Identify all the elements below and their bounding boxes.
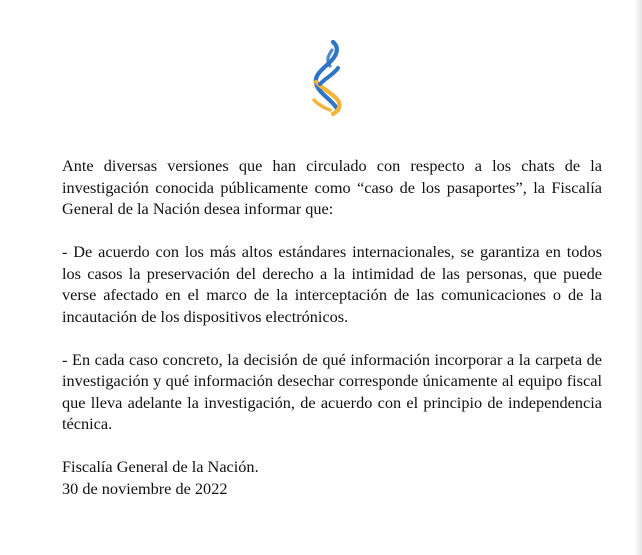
intro-paragraph: Ante diversas versiones que han circulado con respecto a los chats de la investigación conocida públicamente como “caso de los pasaportes”, la Fiscalía General de la Nación desea informar que: (62, 156, 602, 218)
page-edge-shadow (634, 0, 642, 555)
signature-institution: Fiscalía General de la Nación. (62, 457, 259, 476)
statement-body (62, 155, 602, 499)
double-helix-logo-icon (300, 38, 352, 118)
signature-block (62, 456, 602, 499)
signature-date: 30 de noviembre de 2022 (62, 478, 228, 498)
investigation-decision-paragraph: - En cada caso concreto, la decisión de qué información incorporar a la carpeta de investigación y qué información desechar corresponde únicamente al equipo fiscal que lleva adelante la investigación, de acuerdo con el principio de independencia técnica. (62, 349, 602, 433)
privacy-paragraph: - De acuerdo con los más altos estándares internacionales, se garantiza en todos los casos la preservación del derecho a la intimidad de las personas, que puede verse afectado en el marco de la interceptación de las comunicaciones o de la incautación de los dispositivos electrónicos. (62, 242, 602, 326)
